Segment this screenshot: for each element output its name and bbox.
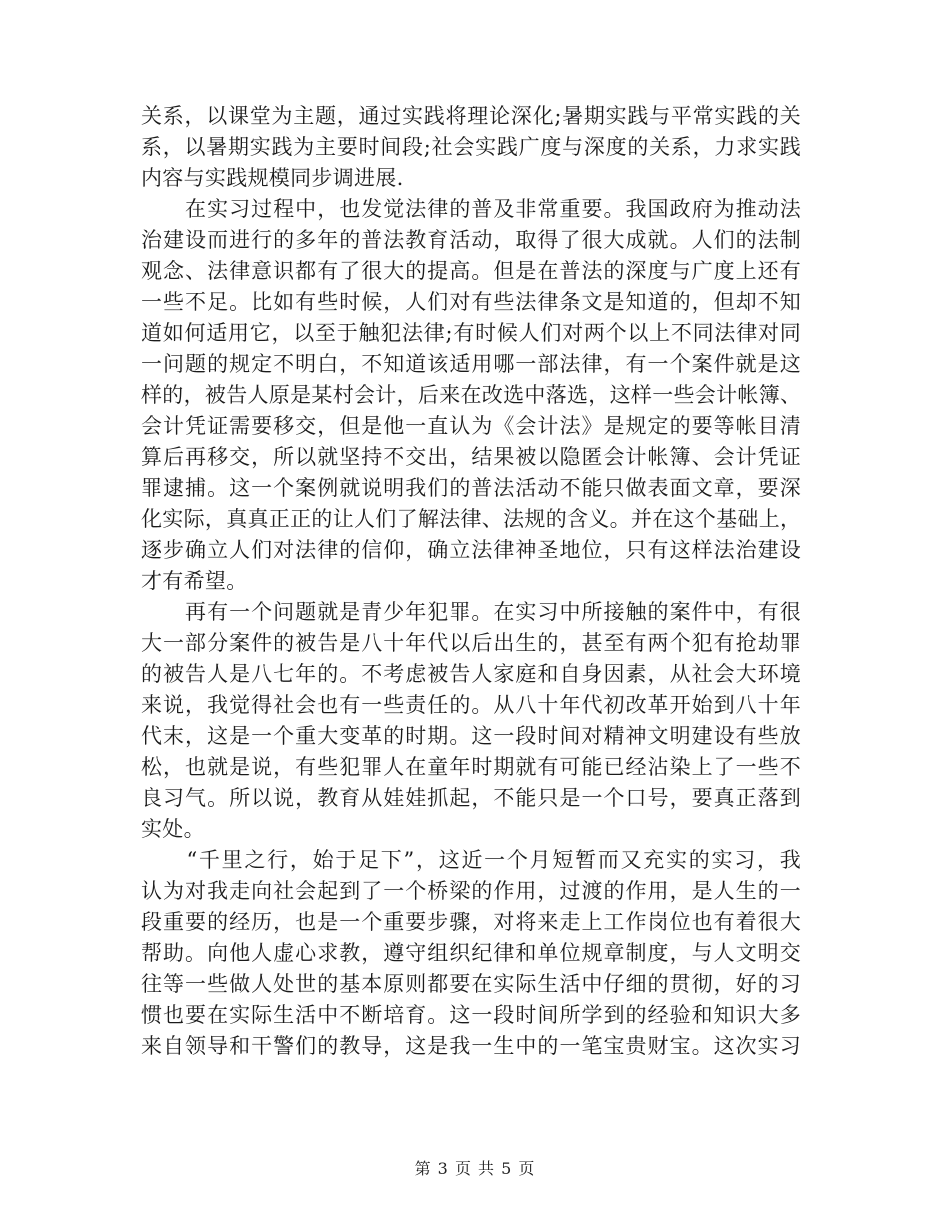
text-line: 才有希望。 xyxy=(141,569,248,593)
text-line: 来说，我觉得社会也有一些责任的。从八十年代初改革开始到八十年 xyxy=(141,693,801,717)
text-line: 罪逮捕。这一个案例就说明我们的普法活动不能只做表面文章，要深 xyxy=(141,476,801,500)
text-line: 一问题的规定不明白，不知道该适用哪一部法律，有一个案件就是这 xyxy=(141,352,801,376)
text-line: 治建设而进行的多年的普法教育活动，取得了很大成就。人们的法制 xyxy=(141,228,801,252)
text-line: 大一部分案件的被告是八十年代以后出生的，甚至有两个犯有抢劫罪 xyxy=(141,631,801,655)
text-line: 算后再移交，所以就坚持不交出，结果被以隐匿会计帐簿、会计凭证 xyxy=(141,445,801,469)
text-line: 代末，这是一个重大变革的时期。这一段时间对精神文明建设有些放 xyxy=(141,724,801,748)
page-number-footer: 第 3 页 共 5 页 xyxy=(414,1159,536,1178)
text-line: 松，也就是说，有些犯罪人在童年时期就有可能已经沾染上了一些不 xyxy=(141,755,801,779)
text-line: 会计凭证需要移交，但是他一直认为《会计法》是规定的要等帐目清 xyxy=(141,414,801,438)
text-line: 往等一些做人处世的基本原则都要在实际生活中仔细的贯彻，好的习 xyxy=(141,972,801,996)
text-line: 样的，被告人原是某村会计，后来在改选中落选，这样一些会计帐簿、 xyxy=(141,383,802,407)
text-line: 关系，以课堂为主题，通过实践将理论深化;暑期实践与平常实践的关 xyxy=(141,104,801,128)
text-line: 道如何适用它，以至于触犯法律;有时候人们对两个以上不同法律对同 xyxy=(141,321,801,345)
text-line: 再有一个问题就是青少年犯罪。在实习中所接触的案件中，有很 xyxy=(141,600,801,624)
text-line: 良习气。所以说，教育从娃娃抓起，不能只是一个口号，要真正落到 xyxy=(141,786,801,810)
text-line: 系，以暑期实践为主要时间段;社会实践广度与深度的关系，力求实践 xyxy=(141,135,801,159)
text-line: 认为对我走向社会起到了一个桥梁的作用，过渡的作用，是人生的一 xyxy=(141,879,801,903)
text-line: 一些不足。比如有些时候，人们对有些法律条文是知道的，但却不知 xyxy=(141,290,801,314)
text-line: 来自领导和干警们的教导，这是我一生中的一笔宝贵财宝。这次实习 xyxy=(141,1034,801,1058)
text-line: 段重要的经历，也是一个重要步骤，对将来走上工作岗位也有着很大 xyxy=(141,910,801,934)
text-line: 化实际，真真正正的让人们了解法律、法规的含义。并在这个基础上， xyxy=(141,507,802,531)
text-line: 内容与实践规模同步调进展. xyxy=(141,166,404,190)
text-line: 的被告人是八七年的。不考虑被告人家庭和自身因素，从社会大环境 xyxy=(141,662,801,686)
body-text xyxy=(141,101,801,1062)
text-line: 惯也要在实际生活中不断培育。这一段时间所学到的经验和知识大多 xyxy=(141,1003,801,1027)
text-line: 观念、法律意识都有了很大的提高。但是在普法的深度与广度上还有 xyxy=(141,259,801,283)
text-line: 逐步确立人们对法律的信仰，确立法律神圣地位，只有这样法治建设 xyxy=(141,538,801,562)
text-line: 帮助。向他人虚心求教，遵守组织纪律和单位规章制度，与人文明交 xyxy=(141,941,801,965)
text-line: 在实习过程中，也发觉法律的普及非常重要。我国政府为推动法 xyxy=(141,197,801,221)
text-line: 实处。 xyxy=(141,817,205,841)
text-line: “千里之行，始于足下”，这近一个月短暂而又充实的实习，我 xyxy=(141,848,801,872)
